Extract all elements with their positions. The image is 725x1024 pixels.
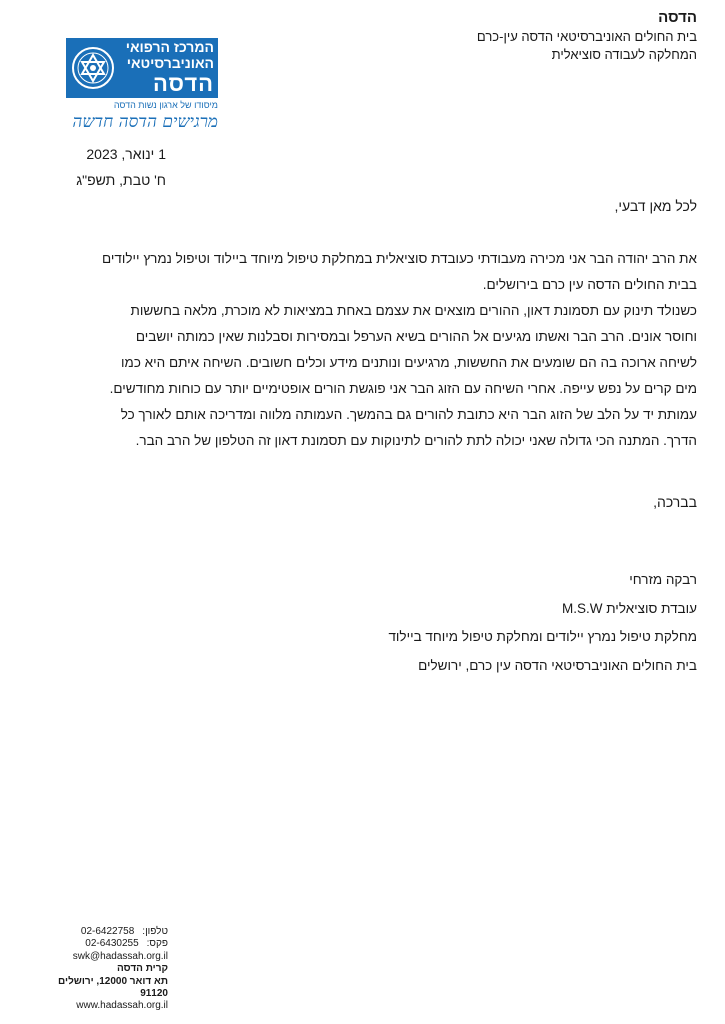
greeting: לכל מאן דבעי,	[614, 198, 697, 214]
logo-slogan: מרגישים הדסה חדשה	[72, 112, 218, 132]
body-line: את הרב יהודה הבר אני מכירה מעבודתי כעובדת סוציאלית במחלקת טיפול מיוחד ביילוד וטיפול נמרץ יילודים	[102, 251, 697, 266]
department-name: המחלקה לעבודה סוציאלית	[551, 47, 697, 62]
po-box: תא דואר 12000, ירושלים 91120	[58, 975, 168, 1000]
body-line: עמותת יד על הלב של הזוג הבר היא כתובת להורים גם בהמשך. העמותה מלווה ומדריכה אותם לאורך כל	[120, 407, 697, 422]
body-line: מים קרים על נפש עייפה. אחרי השיחה עם הזוג הבר אני פוגשת הורים אופטימיים יותר עם כוחות מחודשים.	[109, 381, 697, 396]
fax-label: פקס:	[146, 938, 168, 950]
hebrew-date: ח' טבת, תשפ"ג	[76, 172, 166, 188]
logo-line-3: הדסה	[152, 71, 214, 96]
logo-line-2: האוניברסיטאי	[126, 55, 214, 71]
letter-body	[64, 246, 697, 454]
signer-department: מחלקת טיפול נמרץ יילודים ומחלקת טיפול מיוחד ביילוד	[388, 629, 697, 644]
fax-number: 02-6430255	[85, 938, 139, 950]
phone-number: 02-6422758	[80, 926, 135, 937]
signer-title: עובדת סוציאלית M.S.W	[562, 600, 697, 616]
phone-row	[28, 926, 168, 938]
closing: בברכה,	[653, 494, 697, 510]
signature-block	[297, 566, 697, 680]
body-line: וחוסר אונים. הרב הבר ואשתו מגיעים אל ההורים בשיא הערפל ובמסירות וסבלנות שאין כמותה יושבים	[135, 329, 697, 344]
logo-box	[66, 38, 218, 98]
body-line: כשנולד תינוק עם תסמונת דאון, ההורים מוצאים את עצמם באחת במציאות לא מוכרת, מלאה בחששות	[130, 303, 697, 318]
email: swk@hadassah.org.il	[72, 950, 168, 962]
org-name: הדסה	[658, 9, 697, 26]
body-line: בבית החולים הדסה עין כרם בירושלים.	[482, 277, 697, 292]
logo-subtitle: מיסודו של ארגון נשות הדסה	[113, 100, 218, 110]
hadassah-logo	[66, 38, 218, 132]
signer-name: רבקה מזרחי	[629, 572, 697, 587]
phone-label: טלפון:	[142, 926, 168, 937]
campus: קרית הדסה	[117, 963, 168, 975]
body-line: לשיחה ארוכה בה הם שומעים את החששות, מרגיעים ונותנים מידע וכלים חשובים. השיחה איתם היא כמו	[121, 355, 697, 370]
logo-line-1: המרכז הרפואי	[125, 39, 214, 55]
website: www.hadassah.org.il	[76, 1000, 168, 1012]
contact-footer	[28, 926, 168, 1013]
signer-hospital: בית החולים האוניברסיטאי הדסה עין כרם, ירושלים	[418, 657, 697, 673]
letterhead	[357, 8, 697, 64]
gregorian-date: 1 ינואר, 2023	[86, 146, 166, 162]
body-line: הדרך. המתנה הכי גדולה שאני יכולה לתת להורים לתינוקות עם תסמונת דאון זה הטלפון של הרב הבר.	[135, 433, 697, 448]
hospital-name: בית החולים האוניברסיטאי הדסה עין-כרם	[476, 29, 697, 44]
emblem-icon	[70, 41, 116, 95]
fax-row	[28, 938, 168, 950]
